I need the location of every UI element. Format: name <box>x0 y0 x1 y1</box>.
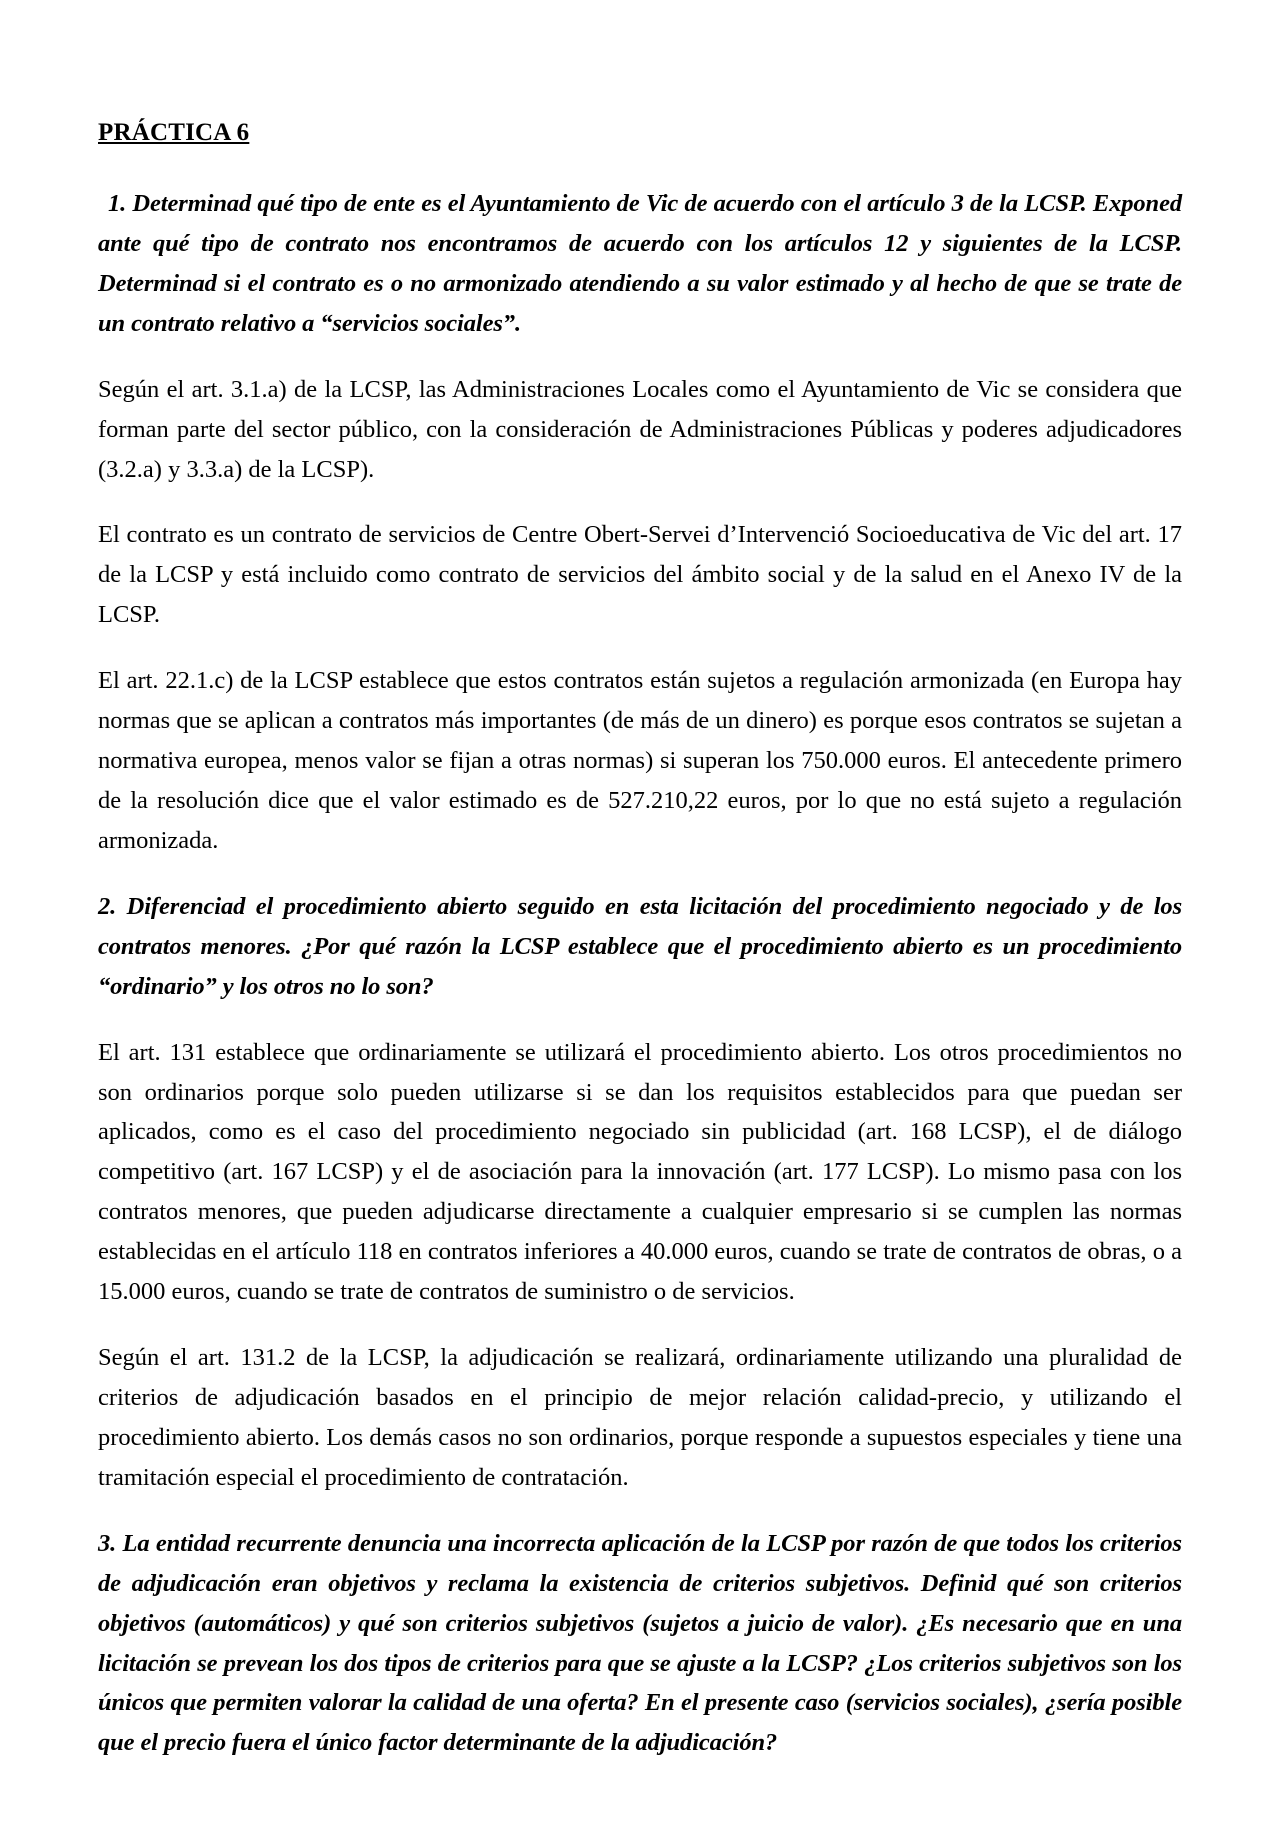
answer-1-paragraph-2: El contrato es un contrato de servicios de Centre Obert-Servei d’Intervenció Socioeducativa de Vic del art. 17 de la LCSP y está incluido como contrato de servicios del ámbito social y de la salud en el Anexo IV de la LCSP. <box>98 521 1182 629</box>
page-title: PRÁCTICA 6 <box>98 119 250 146</box>
answer-2-paragraph-1: El art. 131 establece que ordinariamente se utilizará el procedimiento abierto. Los otros procedimientos no son ordinarios porque solo pueden utilizarse si se dan los requisitos establecidos para que puedan ser aplicados, como es el caso del procedimiento negociado sin publicidad (art. 168 LCSP), el de diálogo competitivo (art. 167 LCSP) y el de asociación para la innovación (art. 177 LCSP). Lo mismo pasa con los contratos menores, que pueden adjudicarse directamente a cualquier empresario si se cumplen las normas establecidas en el artículo 118 en contratos inferiores a 40.000 euros, cuando se trate de contratos de obras, o a 15.000 euros, cuando se trate de contratos de suministro o de servicios. <box>98 1038 1182 1306</box>
answer-1-paragraph-1: Según el art. 3.1.a) de la LCSP, las Administraciones Locales como el Ayuntamiento de Vic se considera que forman parte del sector público, con la consideración de Administraciones Públicas y poderes adjudicadores (3.2.a) y 3.3.a) de la LCSP). <box>98 375 1182 483</box>
answer-1-paragraph-3: El art. 22.1.c) de la LCSP establece que estos contratos están sujetos a regulación armonizada (en Europa hay normas que se aplican a contratos más importantes (de más de un dinero) es porque esos contratos se sujetan a normativa europea, menos valor se fijan a otras normas) si superan los 750.000 euros. El antecedente primero de la resolución dice que el valor estimado es de 527.210,22 euros, por lo que no está sujeto a regulación armonizada. <box>98 667 1182 854</box>
question-3-paragraph: 3. La entidad recurrente denuncia una incorrecta aplicación de la LCSP por razón de que todos los criterios de adjudicación eran objetivos y reclama la existencia de criterios subjetivos. Definid qué son criterios objetivos (automáticos) y qué son criterios subjetivos (sujetos a juicio de valor). ¿Es necesario que en una licitación se prevean los dos tipos de criterios para que se ajuste a la LCSP? ¿Los criterios subjetivos son los únicos que permiten valorar la calidad de una oferta? En el presente caso (servicios sociales), ¿sería posible que el precio fuera el único factor determinante de la adjudicación? <box>98 1529 1182 1757</box>
answer-2-paragraph-2: Según el art. 131.2 de la LCSP, la adjudicación se realizará, ordinariamente utilizando una pluralidad de criterios de adjudicación basados en el principio de mejor relación calidad-precio, y utilizando el procedimiento abierto. Los demás casos no son ordinarios, porque responde a supuestos especiales y tiene una tramitación especial el procedimiento de contratación. <box>98 1344 1182 1491</box>
question-2-paragraph: 2. Diferenciad el procedimiento abierto seguido en esta licitación del procedimiento negociado y de los contratos menores. ¿Por qué razón la LCSP establece que el procedimiento abierto es un procedimiento “ordinario” y los otros no lo son? <box>98 892 1182 1000</box>
question-1-paragraph: 1. Determinad qué tipo de ente es el Ayuntamiento de Vic de acuerdo con el artículo 3 de la LCSP. Exponed ante qué tipo de contrato nos encontramos de acuerdo con los artículos 12 y siguientes de la LCSP. Determinad si el contrato es o no armonizado atendiendo a su valor estimado y al hecho de que se trate de un contrato relativo a “servicios sociales”. <box>98 190 1182 337</box>
